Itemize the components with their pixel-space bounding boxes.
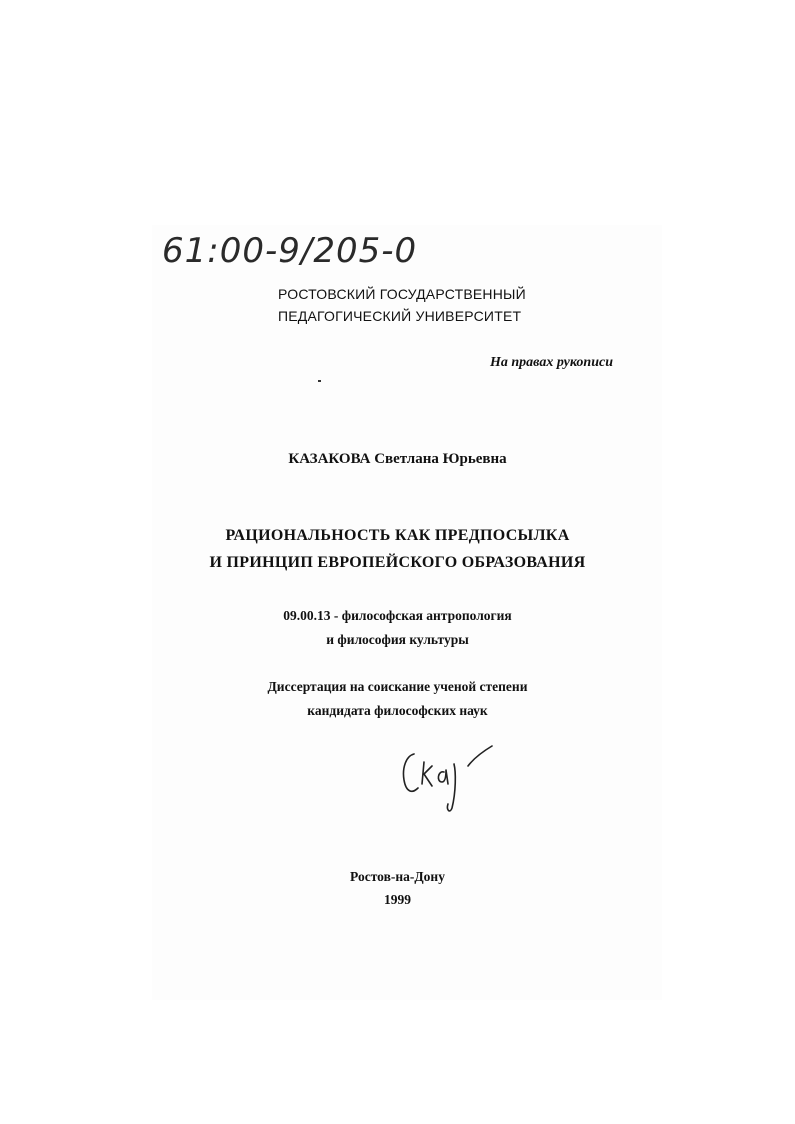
manuscript-rights-note: На правах рукописи xyxy=(490,355,613,370)
specialty-line-1: 09.00.13 - философская антропология xyxy=(283,608,512,623)
handwritten-archive-number xyxy=(158,222,418,274)
author-name: КАЗАКОВА Светлана Юрьевна xyxy=(288,451,507,467)
thesis-title-line-2: И ПРИНЦИП ЕВРОПЕЙСКОГО ОБРАЗОВАНИЯ xyxy=(209,554,586,571)
scan-speck xyxy=(318,380,321,382)
year: 1999 xyxy=(384,892,411,907)
handwritten-signature xyxy=(396,742,496,814)
university-name-line-1: РОСТОВСКИЙ ГОСУДАРСТВЕННЫЙ xyxy=(278,286,526,302)
degree-line-1: Диссертация на соискание ученой степени xyxy=(267,679,528,694)
degree-line-2: кандидата философских наук xyxy=(307,703,488,718)
archive-number-text: 61:00-9/205-0 xyxy=(162,231,418,271)
thesis-title-line-1: РАЦИОНАЛЬНОСТЬ КАК ПРЕДПОСЫЛКА xyxy=(225,527,570,544)
city: Ростов-на-Дону xyxy=(350,869,445,884)
specialty-line-2: и философия культуры xyxy=(326,632,469,647)
university-name-line-2: ПЕДАГОГИЧЕСКИЙ УНИВЕРСИТЕТ xyxy=(278,308,522,324)
